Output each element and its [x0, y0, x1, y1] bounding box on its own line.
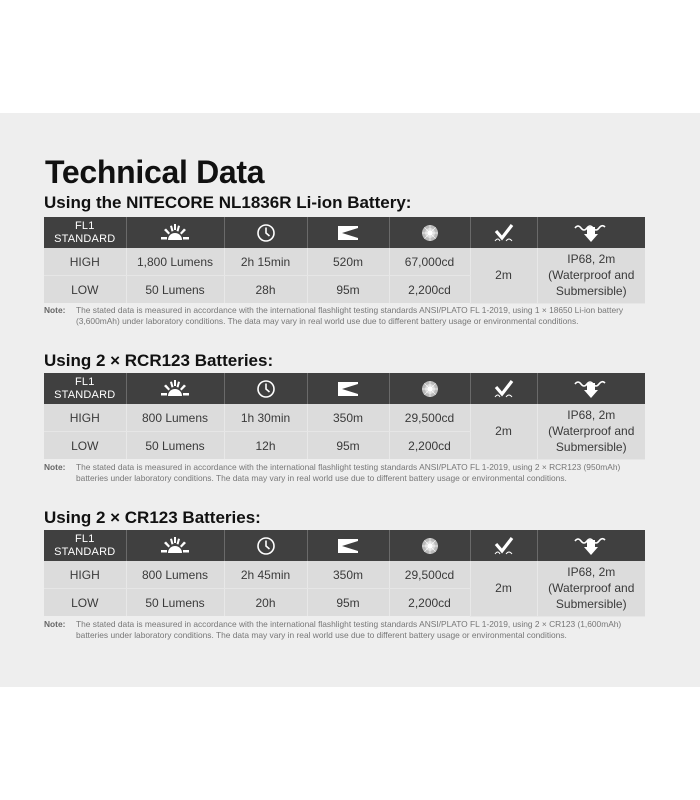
- intensity-cell: 29,500cd: [389, 561, 470, 589]
- peak-intensity-header: [389, 530, 470, 561]
- brightness-header: [126, 530, 224, 561]
- beam-distance-icon: [308, 381, 389, 397]
- distance-cell: 520m: [307, 248, 389, 276]
- standard-label: STANDARD: [54, 545, 116, 558]
- table-header-row: [44, 217, 645, 248]
- waterproof-line: IP68, 2m: [567, 565, 616, 580]
- brightness-icon: [127, 537, 224, 555]
- peak-intensity-icon: [390, 224, 470, 242]
- spec-table: [44, 217, 645, 304]
- standard-label: STANDARD: [54, 388, 116, 401]
- note-text: The stated data is measured in accordance with the international flashlight testing standards ANSI/PLATO FL 1-2019, using 1 × 18650 Li-ion battery (3,600mAh) under laboratory conditions. The data may vary in real world use due to different battery usage or environmental conditions.: [76, 305, 624, 327]
- waterproof-line: (Waterproof and: [548, 268, 635, 283]
- intensity-cell: 2,200cd: [389, 276, 470, 304]
- note-label: Note:: [44, 462, 66, 472]
- runtime-clock-icon: [225, 536, 307, 556]
- note: [44, 619, 644, 642]
- note-label: Note:: [44, 619, 66, 629]
- distance-cell: 95m: [307, 276, 389, 304]
- mode-cell: LOW: [44, 589, 126, 617]
- impact-resistance-header: [470, 217, 537, 248]
- table-row-high: [44, 248, 645, 276]
- waterproof-line: Submersible): [555, 284, 627, 299]
- impact-resistance-header: [470, 530, 537, 561]
- table-row-high: [44, 561, 645, 589]
- page-title: Technical Data: [45, 154, 265, 190]
- output-cell: 800 Lumens: [126, 404, 224, 432]
- spec-table: [44, 373, 645, 460]
- brightness-icon: [127, 380, 224, 398]
- note: [44, 462, 644, 485]
- peak-intensity-icon: [390, 380, 470, 398]
- waterproof-cell: [537, 248, 645, 303]
- note: [44, 305, 644, 328]
- mode-cell: HIGH: [44, 248, 126, 276]
- impact-cell: 2m: [470, 561, 537, 616]
- waterproof-line: Submersible): [555, 440, 627, 455]
- waterproof-line: IP68, 2m: [567, 252, 616, 267]
- note-text: The stated data is measured in accordance with the international flashlight testing standards ANSI/PLATO FL 1-2019, using 2 × CR123 (1,600mAh) batteries under laboratory conditions. The data may vary in real world use due to different battery usage or environmental conditions.: [76, 619, 622, 641]
- intensity-cell: 2,200cd: [389, 589, 470, 617]
- fl1-label: FL1: [74, 375, 95, 388]
- intensity-cell: 2,200cd: [389, 432, 470, 460]
- output-cell: 1,800 Lumens: [126, 248, 224, 276]
- intensity-cell: 29,500cd: [389, 404, 470, 432]
- runtime-cell: 2h 15min: [224, 248, 307, 276]
- intensity-cell: 67,000cd: [389, 248, 470, 276]
- peak-intensity-header: [389, 373, 470, 404]
- runtime-header: [224, 217, 307, 248]
- mode-cell: LOW: [44, 432, 126, 460]
- brightness-icon: [127, 224, 224, 242]
- output-cell: 50 Lumens: [126, 276, 224, 304]
- runtime-cell: 2h 45min: [224, 561, 307, 589]
- runtime-cell: 12h: [224, 432, 307, 460]
- fl1-standard-header: [44, 217, 126, 248]
- output-cell: 50 Lumens: [126, 589, 224, 617]
- note-text: The stated data is measured in accordance with the international flashlight testing standards ANSI/PLATO FL 1-2019, using 2 × RCR123 (950mAh) batteries under laboratory conditions. The data may vary in real world use due to different battery usage or environmental conditions.: [76, 462, 621, 484]
- note-label: Note:: [44, 305, 66, 315]
- impact-cell: 2m: [470, 404, 537, 459]
- impact-cell: 2m: [470, 248, 537, 303]
- waterproof-icon: [538, 536, 646, 556]
- distance-cell: 350m: [307, 404, 389, 432]
- beam-distance-header: [307, 373, 389, 404]
- runtime-header: [224, 530, 307, 561]
- runtime-cell: 28h: [224, 276, 307, 304]
- output-cell: 50 Lumens: [126, 432, 224, 460]
- table-header-row: [44, 530, 645, 561]
- brightness-header: [126, 217, 224, 248]
- spec-table: [44, 530, 645, 617]
- mode-cell: HIGH: [44, 404, 126, 432]
- peak-intensity-header: [389, 217, 470, 248]
- mode-cell: LOW: [44, 276, 126, 304]
- impact-resistance-icon: [471, 224, 537, 242]
- output-cell: 800 Lumens: [126, 561, 224, 589]
- distance-cell: 350m: [307, 561, 389, 589]
- runtime-cell: 1h 30min: [224, 404, 307, 432]
- runtime-cell: 20h: [224, 589, 307, 617]
- waterproof-line: IP68, 2m: [567, 408, 616, 423]
- beam-distance-header: [307, 217, 389, 248]
- section-title: Using the NITECORE NL1836R Li-ion Battery:: [44, 193, 412, 212]
- waterproof-cell: [537, 561, 645, 616]
- fl1-standard-header: [44, 530, 126, 561]
- runtime-clock-icon: [225, 379, 307, 399]
- fl1-label: FL1: [74, 219, 95, 232]
- waterproof-icon: [538, 379, 646, 399]
- waterproof-line: (Waterproof and: [548, 581, 635, 596]
- waterproof-header: [537, 530, 645, 561]
- peak-intensity-icon: [390, 537, 470, 555]
- section-title: Using 2 × RCR123 Batteries:: [44, 351, 274, 370]
- impact-resistance-header: [470, 373, 537, 404]
- section-title: Using 2 × CR123 Batteries:: [44, 508, 261, 527]
- impact-resistance-icon: [471, 380, 537, 398]
- waterproof-line: Submersible): [555, 597, 627, 612]
- beam-distance-header: [307, 530, 389, 561]
- runtime-clock-icon: [225, 223, 307, 243]
- beam-distance-icon: [308, 225, 389, 241]
- waterproof-icon: [538, 223, 646, 243]
- distance-cell: 95m: [307, 589, 389, 617]
- waterproof-cell: [537, 404, 645, 459]
- standard-label: STANDARD: [54, 232, 116, 245]
- fl1-standard-header: [44, 373, 126, 404]
- waterproof-line: (Waterproof and: [548, 424, 635, 439]
- waterproof-header: [537, 373, 645, 404]
- fl1-label: FL1: [74, 532, 95, 545]
- mode-cell: HIGH: [44, 561, 126, 589]
- brightness-header: [126, 373, 224, 404]
- runtime-header: [224, 373, 307, 404]
- distance-cell: 95m: [307, 432, 389, 460]
- waterproof-header: [537, 217, 645, 248]
- table-header-row: [44, 373, 645, 404]
- impact-resistance-icon: [471, 537, 537, 555]
- beam-distance-icon: [308, 538, 389, 554]
- table-row-high: [44, 404, 645, 432]
